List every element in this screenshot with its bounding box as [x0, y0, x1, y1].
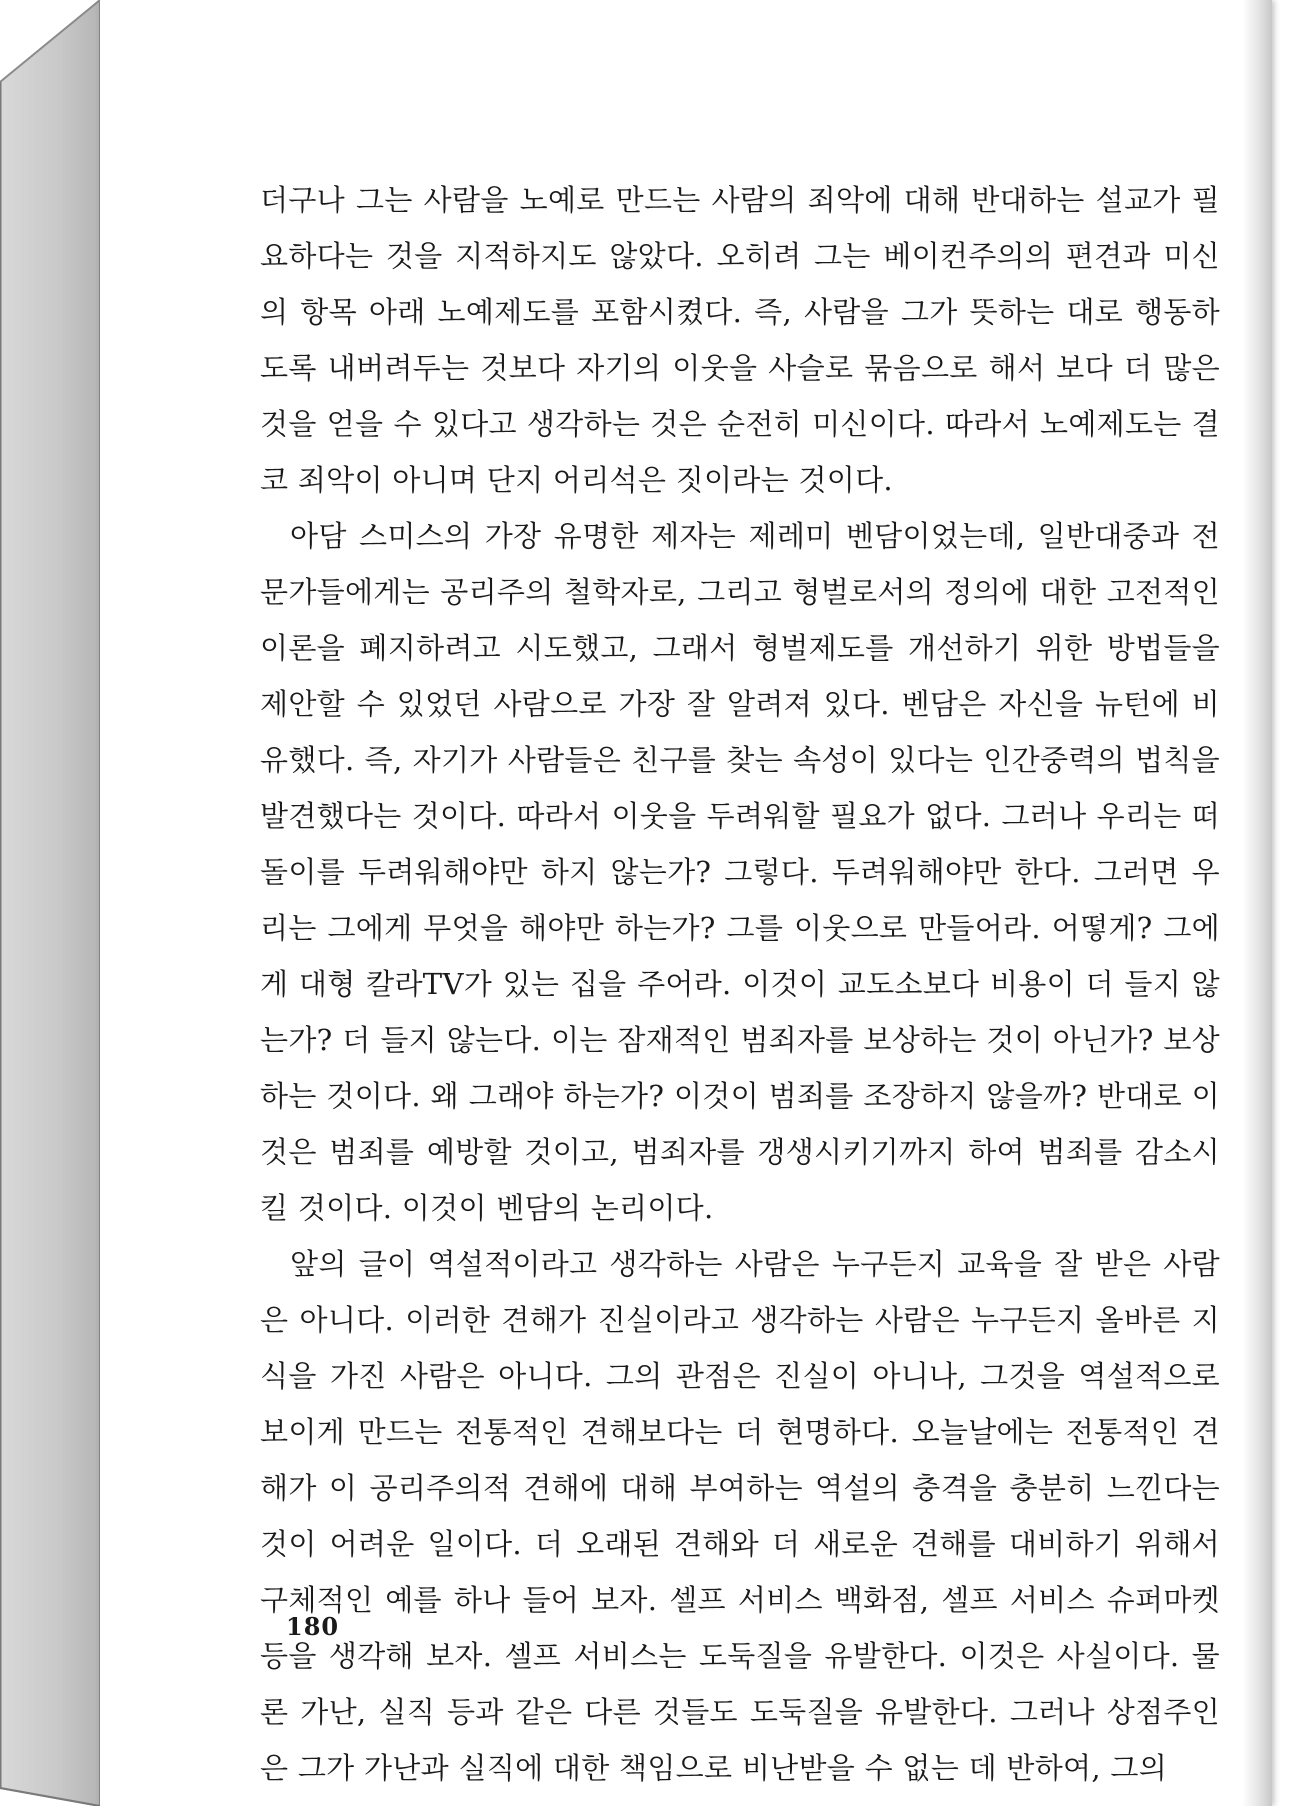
page-number: 180 — [286, 1612, 340, 1641]
book-page — [100, 0, 1272, 1806]
paragraph-3: 앞의 글이 역설적이라고 생각하는 사람은 누구든지 교육을 잘 받은 사람은 아니다. 이러한 견해가 진실이라고 생각하는 사람은 누구든지 올바른 지식을 가진 사람은 아니다. 그의 관점은 진실이 아니나, 그것을 역설적으로 보이게 만드는 전통적인 견해보다는 더 현명하다. 오늘날에는 전통적인 견해가 이 공리주의적 견해에 대해 부여하는 역설의 충격을 충분히 느낀다는 것이 어려운 일이다. 더 오래된 견해와 더 새로운 견해를 대비하기 위해서 구체적인 예를 하나 들어 보자. 셀프 서비스 백화점, 셀프 서비스 슈퍼마켓 등을 생각해 보자. 셀프 서비스는 도둑질을 유발한다. 이것은 사실이다. 물론 가난, 실직 등과 같은 다른 것들도 도둑질을 유발한다. 그러나 상점주인은 그가 가난과 실직에 대한 책임으로 비난받을 수 없는 데 반하여, 그의 — [260, 1247, 1220, 1785]
body-text — [260, 172, 1220, 1796]
page-edge-shadow — [1242, 0, 1272, 1806]
paragraph-2: 아담 스미스의 가장 유명한 제자는 제레미 벤담이었는데, 일반대중과 전문가들에게는 공리주의 철학자로, 그리고 형벌로서의 정의에 대한 고전적인 이론을 폐지하려고 시도했고, 그래서 형벌제도를 개선하기 위한 방법들을 제안할 수 있었던 사람으로 가장 잘 알려져 있다. 벤담은 자신을 뉴턴에 비유했다. 즉, 자기가 사람들은 친구를 찾는 속성이 있다는 인간중력의 법칙을 발견했다는 것이다. 따라서 이웃을 두려워할 필요가 없다. 그러나 우리는 떠돌이를 두려워해야만 하지 않는가? 그렇다. 두려워해야만 한다. 그러면 우리는 그에게 무엇을 해야만 하는가? 그를 이웃으로 만들어라. 어떻게? 그에게 대형 칼라TV가 있는 집을 주어라. 이것이 교도소보다 비용이 더 들지 않는가? 더 들지 않는다. 이는 잠재적인 범죄자를 보상하는 것이 아닌가? 보상하는 것이다. 왜 그래야 하는가? 이것이 범죄를 조장하지 않을까? 반대로 이것은 범죄를 예방할 것이고, 범죄자를 갱생시키기까지 하여 범죄를 감소시킬 것이다. 이것이 벤담의 논리이다. — [260, 519, 1220, 1225]
paragraph-1: 더구나 그는 사람을 노예로 만드는 사람의 죄악에 대해 반대하는 설교가 필요하다는 것을 지적하지도 않았다. 오히려 그는 베이컨주의의 편견과 미신의 항목 아래 노예제도를 포함시켰다. 즉, 사람을 그가 뜻하는 대로 행동하도록 내버려두는 것보다 자기의 이웃을 사슬로 묶음으로 해서 보다 더 많은 것을 얻을 수 있다고 생각하는 것은 순전히 미신이다. 따라서 노예제도는 결코 죄악이 아니며 단지 어리석은 짓이라는 것이다. — [260, 183, 1220, 497]
